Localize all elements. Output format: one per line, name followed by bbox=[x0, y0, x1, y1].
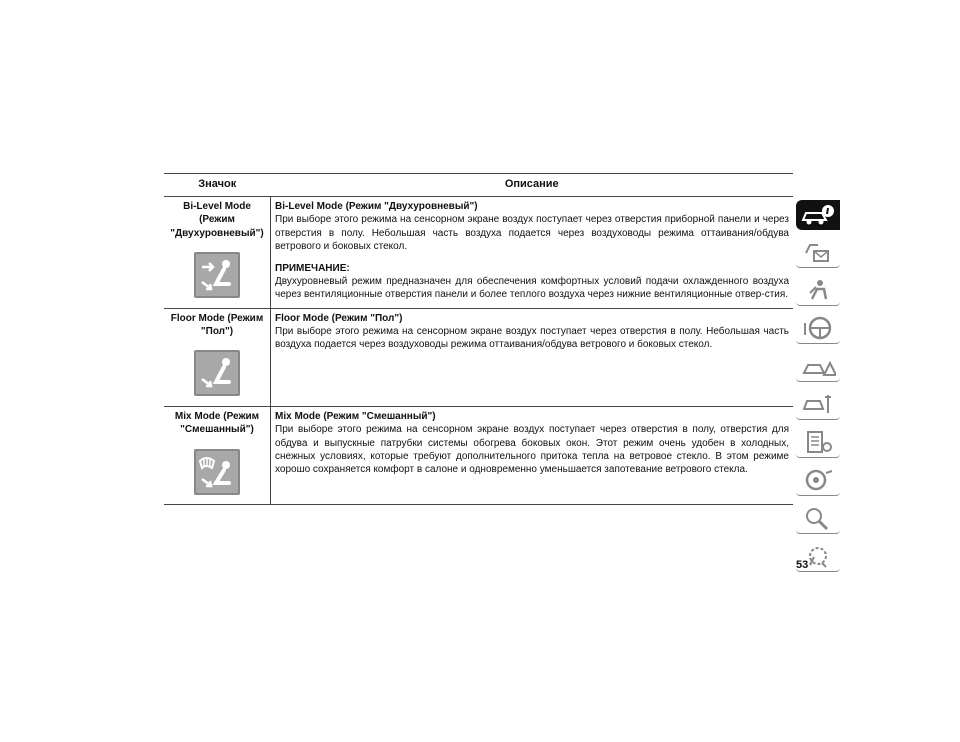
table-row bbox=[164, 197, 793, 309]
page-number: 53 bbox=[796, 559, 809, 571]
header-icon-column: Значок bbox=[164, 174, 271, 197]
safety-icon bbox=[800, 277, 836, 303]
description-body: При выборе этого режима на сенсорном экране воздух поступает через отверстия приборной панели и через отверстия в полу. Небольшая часть воздуха подается через воздуховоды режима оттаивания/обдува ветрового и боковых стекол. bbox=[275, 214, 789, 253]
table-row bbox=[164, 406, 793, 504]
tab-specifications[interactable] bbox=[796, 427, 840, 458]
emergency-icon bbox=[800, 353, 836, 379]
note-title: ПРИМЕЧАНИЕ: bbox=[275, 262, 350, 274]
tab-car-info[interactable] bbox=[796, 200, 840, 230]
tab-safety[interactable] bbox=[796, 275, 840, 306]
table-row bbox=[164, 308, 793, 406]
mode-name: Mix Mode (Режим "Смешанный") bbox=[174, 410, 260, 436]
mix-vent-icon bbox=[194, 449, 240, 495]
description-title: Mix Mode (Режим "Смешанный") bbox=[275, 410, 436, 422]
note-body: Двухуровневый режим предназначен для обеспечения комфортных условий подачи охлажденного воздуха через вентиляционные отверстия панели и более теплого воздуха через нижние вентиляционные отвер-стия. bbox=[275, 276, 789, 301]
specifications-icon bbox=[800, 429, 836, 455]
description-body: При выборе этого режима на сенсорном экране воздух поступает через отверстия в полу, отверстия для обдува и выпускные патрубки системы обогрева боковых окон. Этот режим очень удобен в холодных, снежных условиях, которые требуют дополнительного притока тепла на ветровое стекло. В этом режиме хорошо сохраняется комфорт в салоне и одновременно уменьшается запотевание ветрового стекла. bbox=[275, 424, 789, 476]
search-icon bbox=[800, 505, 836, 531]
tab-search[interactable] bbox=[796, 503, 840, 534]
tab-service[interactable] bbox=[796, 389, 840, 420]
description-title: Bi-Level Mode (Режим "Двухуровневый") bbox=[275, 201, 478, 212]
description-title: Floor Mode (Режим "Пол") bbox=[275, 312, 403, 324]
mode-name: Floor Mode (Режим "Пол") bbox=[170, 312, 264, 338]
tab-steering[interactable] bbox=[796, 313, 840, 344]
tab-warning-lights[interactable] bbox=[796, 237, 840, 268]
climate-modes-table bbox=[164, 173, 793, 505]
warning-lights-icon bbox=[800, 239, 836, 265]
car-info-icon bbox=[800, 202, 836, 228]
header-description-column: Описание bbox=[271, 174, 794, 197]
tab-multimedia[interactable] bbox=[796, 465, 840, 496]
bi-level-vent-icon bbox=[194, 252, 240, 298]
service-icon bbox=[800, 391, 836, 417]
chapter-tabs bbox=[796, 200, 840, 579]
multimedia-icon bbox=[800, 467, 836, 493]
steering-wheel-icon bbox=[800, 315, 836, 341]
description-body: При выборе этого режима на сенсорном экране воздух поступает через отверстия в полу. Небольшая часть воздуха подается через воздуховоды режима оттаивания/обдува ветрового и боковых стекол. bbox=[275, 326, 789, 351]
mode-name: Bi-Level Mode (Режим "Двухуровневый") bbox=[170, 201, 264, 239]
floor-vent-icon bbox=[194, 350, 240, 396]
tab-emergency[interactable] bbox=[796, 351, 840, 382]
